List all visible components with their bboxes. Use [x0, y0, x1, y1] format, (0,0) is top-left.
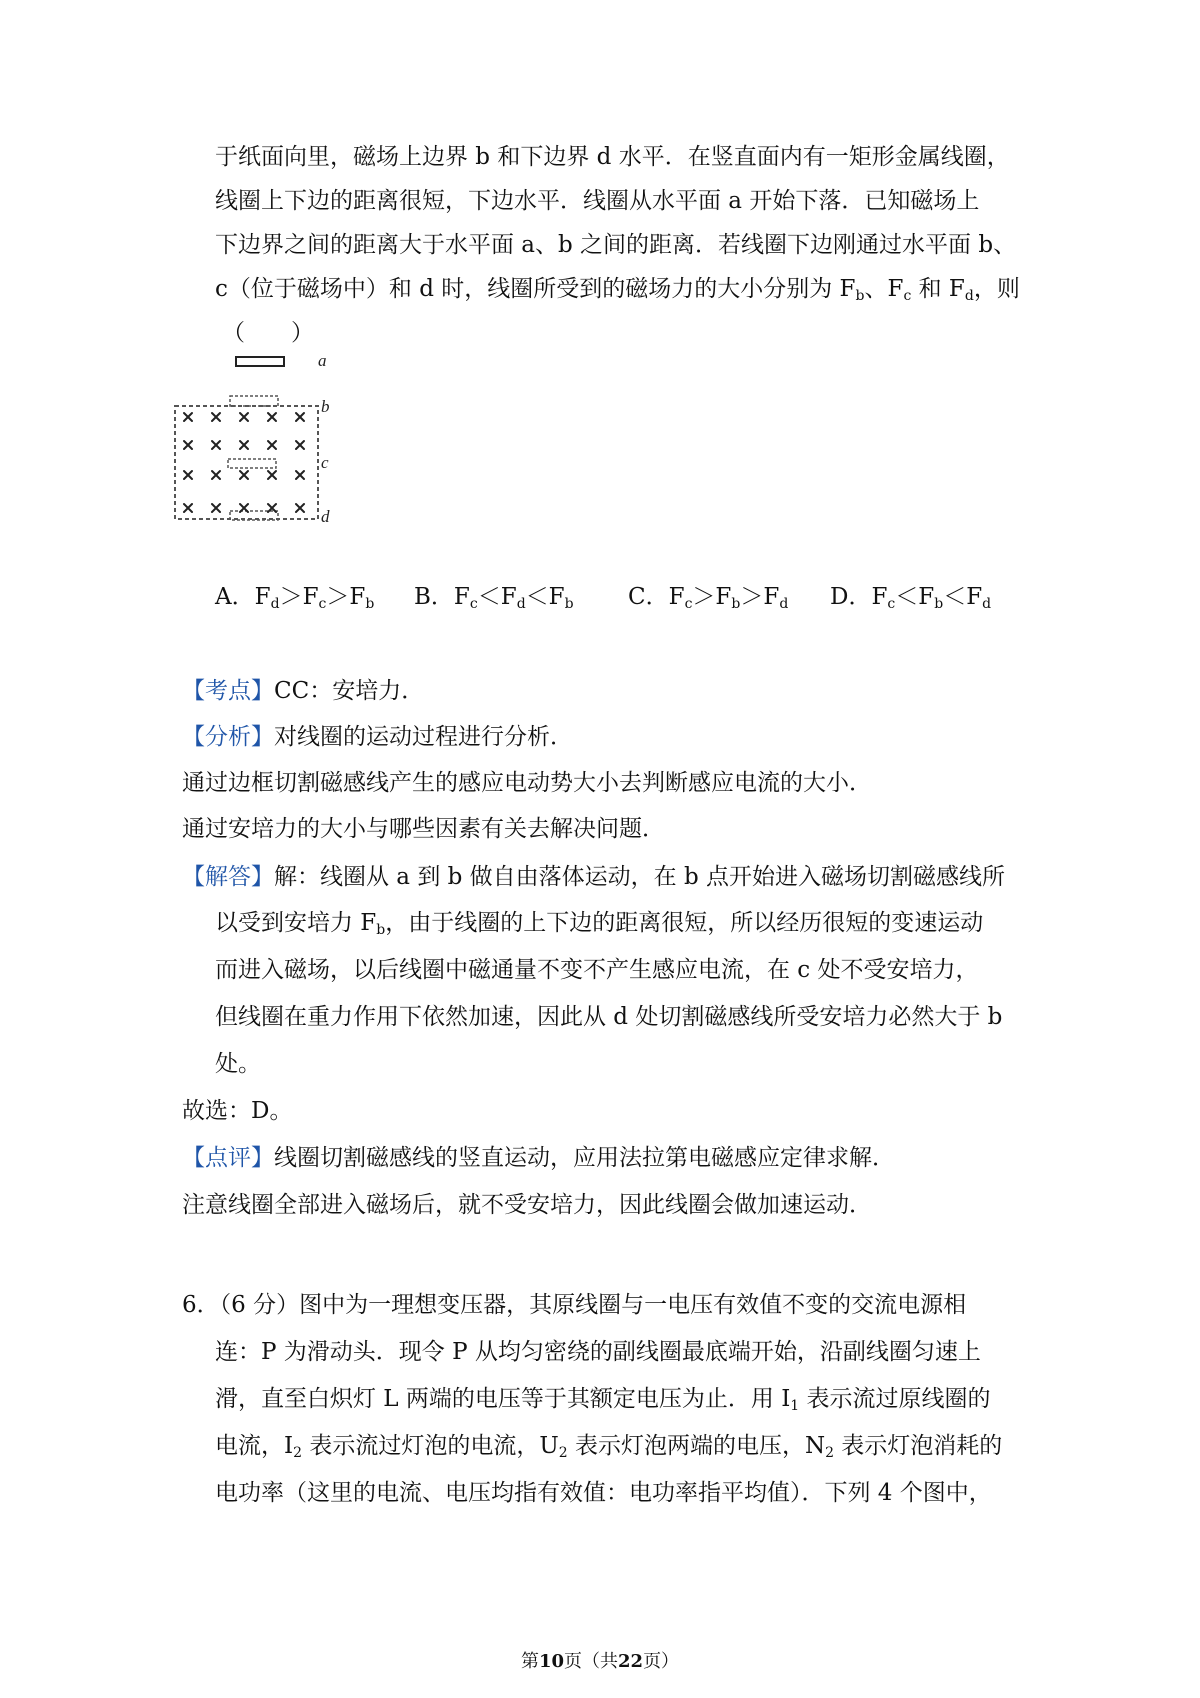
label-b: b	[321, 397, 330, 416]
field-cross	[296, 504, 304, 512]
field-cross	[240, 504, 248, 512]
q6-line-5: 电功率（这里的电流、电压均指有效值：电功率指平均值）．下列 4 个图中，	[215, 1480, 992, 1506]
field-cross	[268, 441, 276, 449]
jieda-tag: 【解答】	[182, 864, 274, 890]
option-d: D．$F_c<F_b<F_d$	[830, 584, 992, 612]
field-cross	[240, 441, 248, 449]
q5-stem-line-2: 线圈上下边的距离很短，下边水平．线圈从水平面 a 开始下落．已知磁场上	[215, 188, 980, 214]
field-cross	[184, 471, 192, 479]
field-crosses	[184, 413, 304, 512]
field-cross	[184, 413, 192, 421]
q5-answer-blank: （ ）	[222, 320, 314, 346]
field-cross	[240, 471, 248, 479]
jieda-line-5: 处。	[215, 1051, 261, 1077]
fenxi-line-2: 通过边框切割磁感线产生的感应电动势大小去判断感应电流的大小．	[182, 770, 872, 796]
q5-stem-line-1: 于纸面向里，磁场上边界 b 和下边界 d 水平．在竖直面内有一矩形金属线圈，	[215, 144, 1010, 170]
jieda-line-3: 而进入磁场，以后线圈中磁通量不变不产生感应电流，在 c 处不受安培力，	[215, 957, 979, 983]
field-cross	[296, 413, 304, 421]
coil-at-c	[228, 459, 276, 468]
q6-line-3: 滑，直至白炽灯 L 两端的电压等于其额定电压为止．用 $I_1$ 表示流过原线圈的	[215, 1386, 991, 1414]
jieda-line-1: 【解答】解：线圈从 a 到 b 做自由落体运动，在 b 点开始进入磁场切割磁感线所	[182, 864, 1006, 890]
field-cross	[212, 441, 220, 449]
fenxi-line: 【分析】对线圈的运动过程进行分析．	[182, 724, 573, 750]
q6-line-2: 连：P 为滑动头．现令 P 从均匀密绕的副线圈最底端开始，沿副线圈匀速上	[215, 1339, 981, 1365]
q5-stem-line-4: c（位于磁场中）和 d 时，线圈所受到的磁场力的大小分别为 $F_b$、$F_c$ 和 $F_d$，则	[215, 276, 1020, 304]
coil-at-b	[230, 396, 278, 406]
option-a: A．$F_d>F_c>F_b$	[215, 584, 375, 612]
coil-at-a	[236, 357, 284, 366]
field-cross	[296, 441, 304, 449]
kaodian-tag: 【考点】	[182, 678, 274, 704]
field-cross	[268, 471, 276, 479]
field-cross	[212, 471, 220, 479]
current-page: 10	[538, 1651, 564, 1672]
jieda-line-2: 以受到安培力 $F_b$，由于线圈的上下边的距离很短，所以经历很短的变速运动	[215, 910, 984, 938]
kaodian-line: 【考点】CC：安培力．	[182, 678, 425, 704]
label-a: a	[318, 351, 327, 370]
field-cross	[296, 471, 304, 479]
page-footer: 第10页（共22页）	[520, 1651, 680, 1672]
magnetic-field-figure	[180, 351, 370, 570]
field-region	[175, 406, 318, 519]
option-c: C．$F_c>F_b>F_d$	[628, 584, 789, 612]
field-cross	[184, 441, 192, 449]
field-cross	[212, 504, 220, 512]
fenxi-tag: 【分析】	[182, 724, 274, 750]
q6-line-4: 电流，$I_2$ 表示流过灯泡的电流，$U_2$ 表示灯泡两端的电压，$N_2$ 表示灯泡消耗的	[215, 1433, 1003, 1461]
jieda-line-4: 但线圈在重力作用下依然加速，因此从 d 处切割磁感线所受安培力必然大于 b	[215, 1004, 1003, 1030]
dianping-line-2: 注意线圈全部进入磁场后，就不受安培力，因此线圈会做加速运动．	[182, 1192, 872, 1218]
answer-line: 故选：D。	[182, 1098, 293, 1124]
total-pages: 22	[618, 1651, 644, 1672]
dianping-tag: 【点评】	[182, 1145, 274, 1171]
field-cross	[240, 413, 248, 421]
q6-line-1: 6．（6 分）图中为一理想变压器，其原线圈与一电压有效值不变的交流电源相	[182, 1292, 967, 1318]
q5-stem-line-3: 下边界之间的距离大于水平面 a、b 之间的距离．若线圈下边刚通过水平面 b、	[215, 232, 1017, 258]
label-c: c	[321, 453, 329, 472]
option-b: B．$F_c<F_d<F_b$	[414, 584, 574, 612]
fenxi-line-3: 通过安培力的大小与哪些因素有关去解决问题．	[182, 816, 665, 842]
field-cross	[184, 504, 192, 512]
label-d: d	[321, 507, 330, 526]
field-cross	[268, 413, 276, 421]
field-cross	[212, 413, 220, 421]
dianping-line: 【点评】线圈切割磁感线的竖直运动，应用法拉第电磁感应定律求解．	[182, 1145, 895, 1171]
